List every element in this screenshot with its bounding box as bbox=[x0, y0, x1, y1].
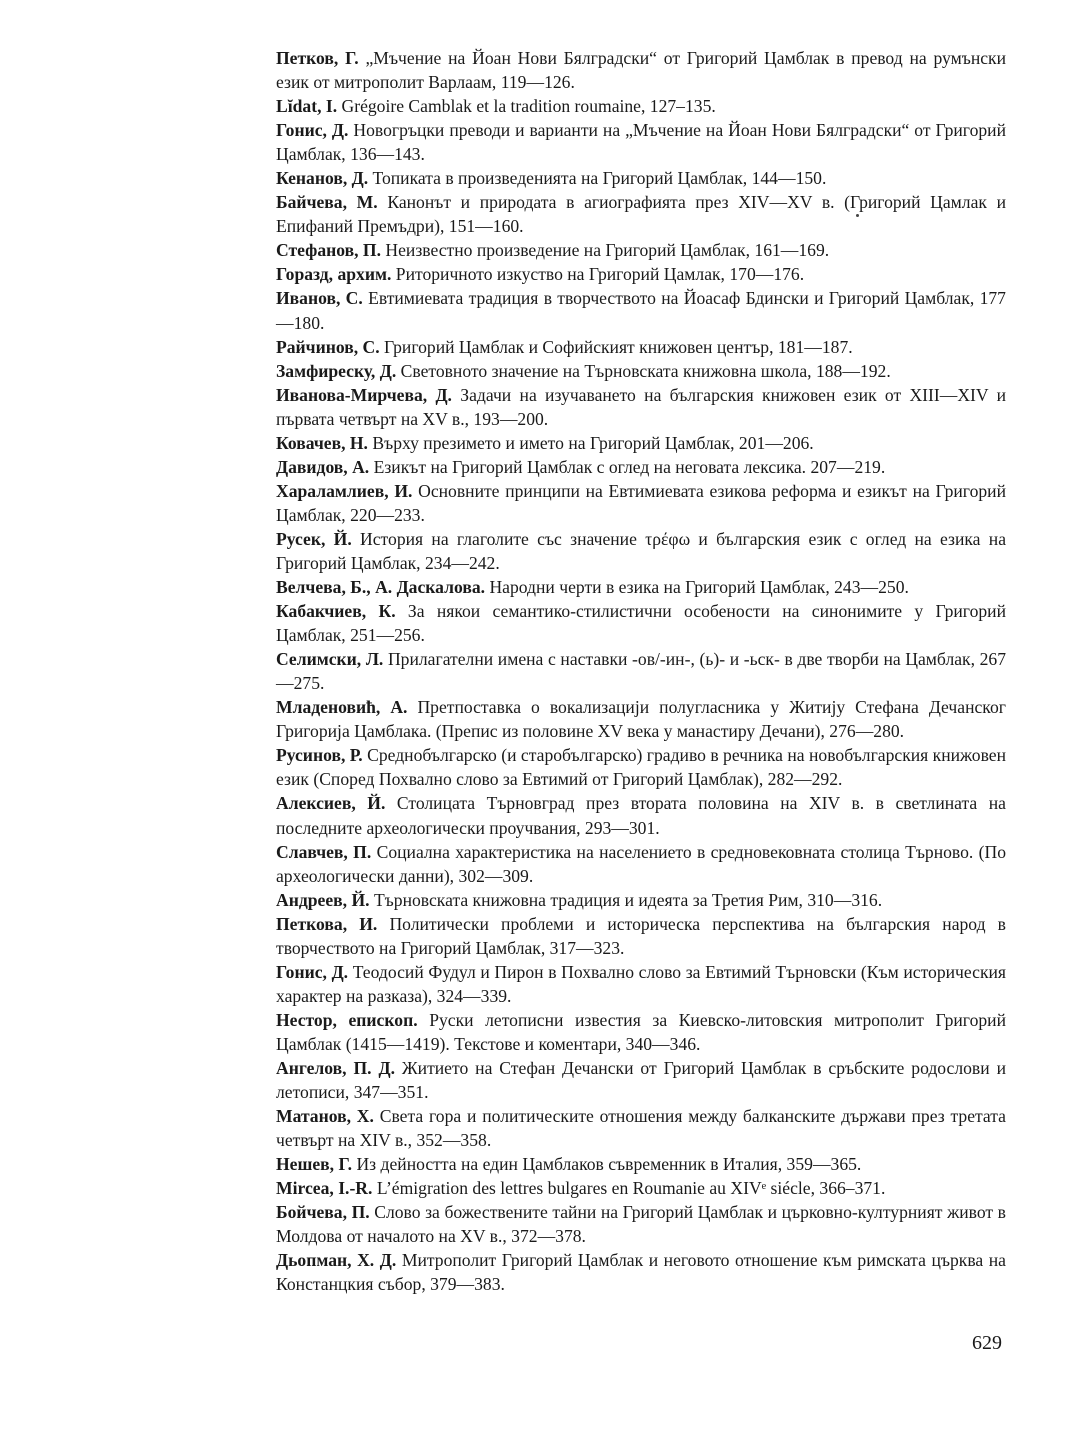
entry-title: Из дейността на един Цамблаков съвременник в Италия, 359—365. bbox=[356, 1154, 862, 1175]
entry-author: Нешев, Г. bbox=[276, 1154, 353, 1175]
entry-author: Дьопман, Х. Д. bbox=[276, 1250, 397, 1271]
entry-author: Иванов, С. bbox=[276, 288, 363, 309]
entry-author: Нестор, епископ. bbox=[276, 1009, 418, 1030]
page-number: 629 bbox=[972, 1332, 1002, 1354]
entry-author: Матанов, Х. bbox=[276, 1106, 374, 1127]
bibliography-entry bbox=[276, 1104, 1006, 1152]
bibliography-entry bbox=[276, 359, 1006, 383]
bibliography-entry bbox=[276, 118, 1006, 166]
entry-author: Младеновић, А. bbox=[276, 697, 408, 718]
entry-title: Теодосий Фудул и Пирон в Похвално слово за Евтимий Търновски (Към историческия характер на разказа), 324—339. bbox=[276, 961, 1007, 1006]
entry-title: Прилагателни имена с наставки -ов/-ин-, (ь)- и -ьск- в две творби на Цамблак, 267—275. bbox=[276, 649, 1006, 694]
entry-author: Стефанов, П. bbox=[276, 240, 381, 261]
bibliography-entry bbox=[276, 166, 1006, 190]
entry-author: Селимски, Л. bbox=[276, 649, 384, 670]
bibliography-entry bbox=[276, 840, 1006, 888]
entry-author: Русинов, Р. bbox=[276, 745, 363, 766]
bibliography-entry bbox=[276, 527, 1006, 575]
entry-author: Бойчева, П. bbox=[276, 1202, 370, 1223]
entry-title: Столицата Търновград през втората половина на XIV в. в светлината на последните археологически проучвания, 293—301. bbox=[276, 793, 1006, 838]
entry-title: Слово за божествените тайни на Григорий Цамблак и църковно-културният живот в Молдова от началото на XV в., 372—378. bbox=[276, 1202, 1006, 1247]
entry-author: Петкова, И. bbox=[276, 913, 378, 934]
entry-author: Славчев, П. bbox=[276, 841, 372, 862]
entry-title: Езикът на Григорий Цамблак с оглед на неговата лексика. 207—219. bbox=[373, 456, 886, 477]
entry-author: Lĭdat, I. bbox=[276, 96, 338, 117]
bibliography-entry bbox=[276, 46, 1006, 94]
bibliography-entry bbox=[276, 479, 1006, 527]
entry-title: Политически проблеми и историческа перспектива на българския народ в творчеството на Григорий Цамблак, 317—323. bbox=[276, 913, 1006, 958]
entry-author: Байчева, М. bbox=[276, 192, 378, 213]
entry-title: Света гора и политическите отношения между балканските държави през третата четвърт на XIV в., 352—358. bbox=[276, 1106, 1006, 1151]
bibliography-list bbox=[276, 46, 1006, 1296]
entry-title: Претпоставка о вокализацији полугласника у Житију Стефана Дечанског Григорија Цамблака. (Препис из половине XV века у манастиру Дечани), 276—280. bbox=[276, 697, 1006, 742]
bibliography-entry bbox=[276, 960, 1006, 1008]
entry-title: Житието на Стефан Дечански от Григорий Цамблак в сръбските родослови и летописи, 347—351. bbox=[276, 1057, 1006, 1103]
entry-author: Гонис, Д. bbox=[276, 961, 349, 982]
bibliography-entry bbox=[276, 335, 1006, 359]
entry-title: Евтимиевата традиция в творчеството на Йоасаф Бдински и Григорий Цамблак, 177—180. bbox=[276, 288, 1006, 333]
entry-title: Основните принципи на Евтимиевата езикова реформа и езикът на Григорий Цамблак, 220—233. bbox=[276, 480, 1006, 525]
entry-author: Райчинов, С. bbox=[276, 336, 380, 357]
bibliography-entry bbox=[276, 1056, 1006, 1104]
entry-author: Хараламлиев, И. bbox=[276, 480, 413, 501]
entry-author: Замфиреску, Д. bbox=[276, 360, 397, 381]
bibliography-entry bbox=[276, 1248, 1006, 1296]
entry-title: Върху презимето и името на Григорий Цамблак, 201—206. bbox=[372, 432, 814, 453]
entry-author: Давидов, А. bbox=[276, 456, 370, 477]
entry-title: Канонът и природата в агиографията през XIV—XV в. (Григорий Цамлак и Епифаний Премъдри), 151—160. bbox=[276, 192, 1007, 237]
print-speck bbox=[856, 214, 859, 217]
entry-title: Народни черти в езика на Григорий Цамблак, 243—250. bbox=[489, 577, 909, 598]
entry-author: Mircea, I.-R. bbox=[276, 1178, 373, 1199]
bibliography-entry bbox=[276, 286, 1006, 334]
entry-title: Среднобългарско (и старобългарско) градиво в речника на новобългарския книжовен език (Според Похвално слово за Евтимий от Григорий Цамблак), 282—292. bbox=[276, 745, 1006, 790]
bibliography-entry bbox=[276, 647, 1006, 695]
bibliography-entry bbox=[276, 791, 1006, 839]
bibliography-entry bbox=[276, 190, 1006, 238]
entry-author: Русек, Й. bbox=[276, 528, 352, 549]
entry-author: Алексиев, Й. bbox=[276, 793, 386, 814]
entry-title: История на глаголите със значение τρέφω и българския език с оглед на езика на Григорий Цамблак, 234—242. bbox=[276, 528, 1007, 573]
bibliography-entry bbox=[276, 455, 1006, 479]
entry-title: Митрополит Григорий Цамблак и неговото отношение към римската църква на Констанцкия събор, 379—383. bbox=[276, 1250, 1006, 1295]
entry-author: Гонис, Д. bbox=[276, 120, 349, 141]
entry-author: Велчева, Б., А. Даскалова. bbox=[276, 577, 486, 598]
entry-title: За някои семантико-стилистични особености на синонимите у Григорий Цамблак, 251—256. bbox=[276, 601, 1007, 646]
bibliography-entry bbox=[276, 1200, 1006, 1248]
bibliography-entry bbox=[276, 575, 1006, 599]
bibliography-entry bbox=[276, 599, 1006, 647]
entry-author: Ангелов, П. Д. bbox=[276, 1057, 395, 1078]
entry-author: Ковачев, Н. bbox=[276, 432, 368, 453]
entry-title: „Мъчение на Йоан Нови Бялградски“ от Григорий Цамблак в превод на румънски език от митрополит Варлаам, 119—126. bbox=[276, 48, 1007, 93]
bibliography-entry bbox=[276, 1176, 1006, 1200]
entry-title: Григорий Цамблак и Софийският книжовен център, 181—187. bbox=[384, 336, 853, 357]
entry-title: Световното значение на Търновската книжовна школа, 188—192. bbox=[400, 360, 891, 381]
bibliography-entry bbox=[276, 1152, 1006, 1176]
entry-title: Търновската книжовна традиция и идеята за Третия Рим, 310—316. bbox=[373, 889, 883, 910]
entry-author: Иванова-Мирчева, Д. bbox=[276, 384, 452, 405]
entry-title: Задачи на изучаването на българския книжовен език от XIII—XIV и първата четвърт на XV в., 193—200. bbox=[276, 384, 1007, 429]
entry-title: Руски летописни известия за Киевско-литовския митрополит Григорий Цамблак (1415—1419). Текстове и коментари, 340—346. bbox=[276, 1009, 1007, 1054]
bibliography-entry bbox=[276, 94, 1006, 118]
entry-title: Grégoire Camblak et la tradition roumaine, 127–135. bbox=[341, 96, 716, 117]
entry-title: Риторичното изкуство на Григорий Цамлак, 170—176. bbox=[395, 264, 805, 285]
bibliography-entry bbox=[276, 743, 1006, 791]
entry-author: Андреев, Й. bbox=[276, 889, 370, 910]
bibliography-entry bbox=[276, 262, 1006, 286]
bibliography-entry bbox=[276, 912, 1006, 960]
entry-title: Неизвестно произведение на Григорий Цамблак, 161—169. bbox=[385, 240, 830, 261]
bibliography-entry bbox=[276, 238, 1006, 262]
entry-author: Горазд, архим. bbox=[276, 264, 392, 285]
entry-title: Топиката в произведенията на Григорий Цамблак, 144—150. bbox=[372, 168, 827, 189]
entry-title: Новогръцки преводи и варианти на „Мъчение на Йоан Нови Бялградски“ от Григорий Цамблак, 136—143. bbox=[276, 120, 1007, 165]
bibliography-entry bbox=[276, 888, 1006, 912]
bibliography-entry bbox=[276, 695, 1006, 743]
bibliography-entry bbox=[276, 1008, 1006, 1056]
bibliography-entry bbox=[276, 383, 1006, 431]
entry-author: Петков, Г. bbox=[276, 48, 359, 68]
entry-title: Социална характеристика на населението в средновековната столица Търново. (По археологически данни), 302—309. bbox=[276, 841, 1006, 886]
bibliography-entry bbox=[276, 431, 1006, 455]
entry-author: Кенанов, Д. bbox=[276, 168, 369, 189]
entry-author: Кабакчиев, К. bbox=[276, 601, 396, 622]
entry-title: L’émigration des lettres bulgares en Roumanie au XIVᵉ siécle, 366–371. bbox=[376, 1178, 886, 1199]
